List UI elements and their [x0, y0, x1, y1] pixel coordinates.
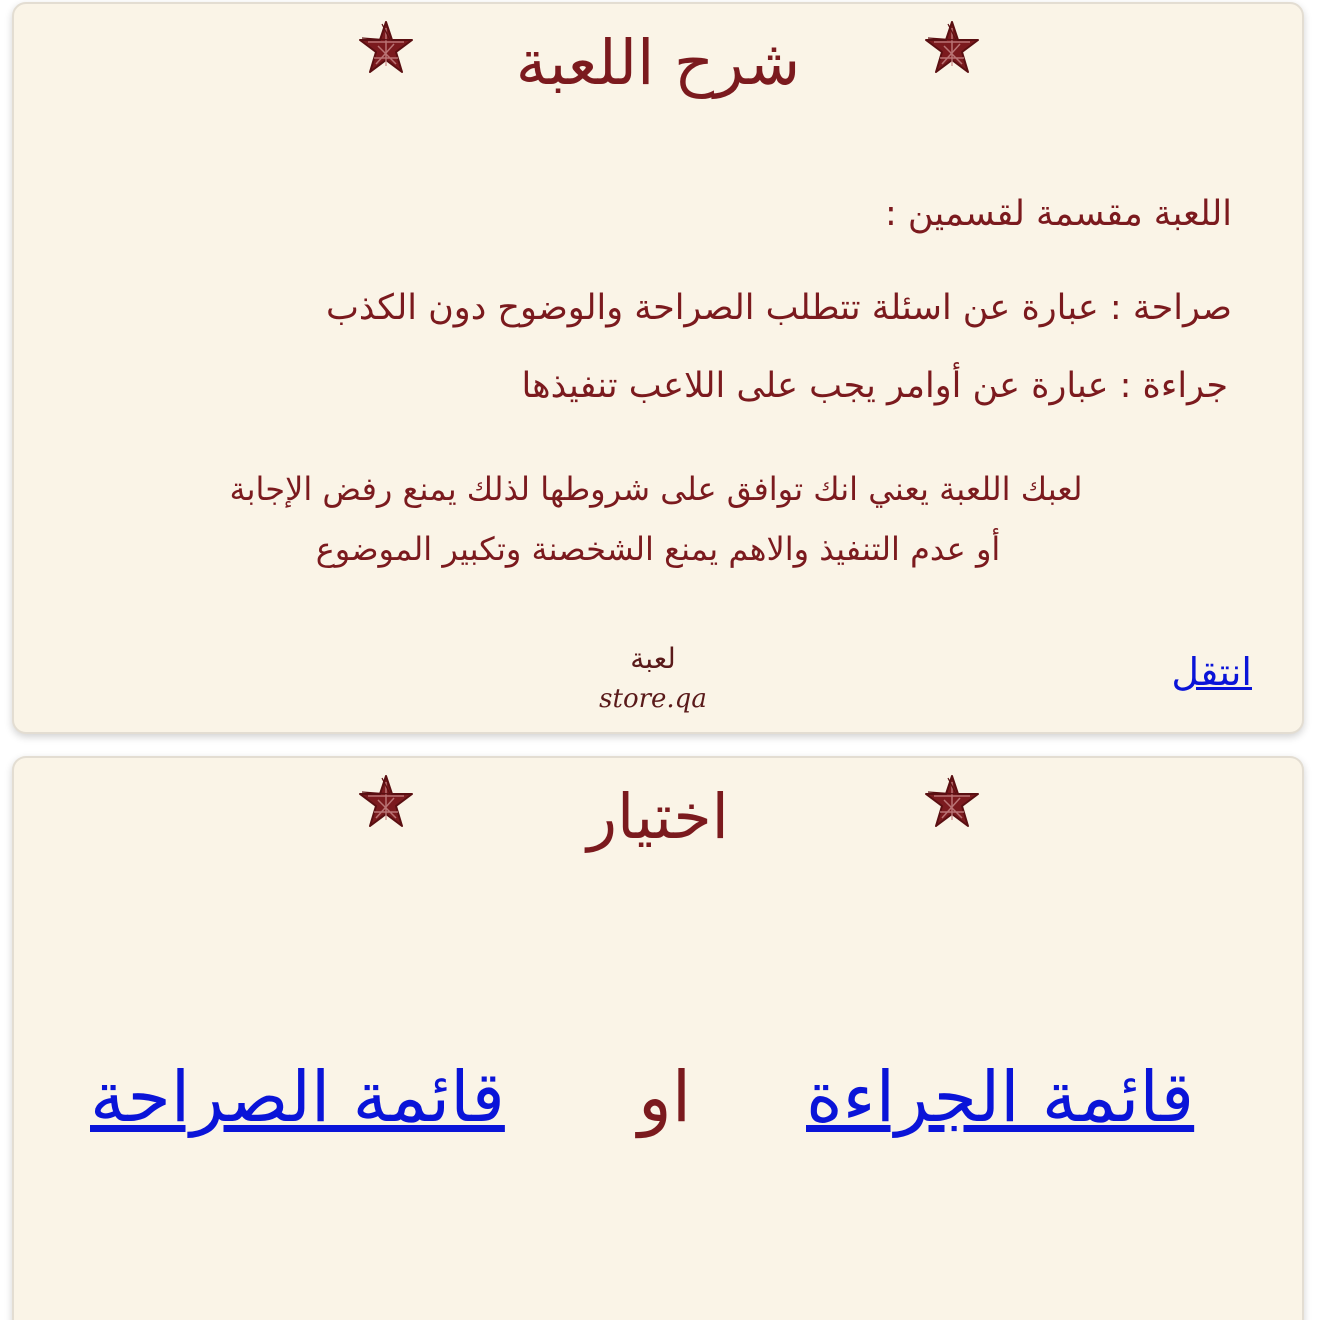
rules-line-1: لعبك اللعبة يعني انك توافق على شروطها لذلك يمنع رفض الإجابة [229, 470, 1083, 508]
choice-title: اختيار [587, 780, 729, 853]
or-label: او [638, 1056, 692, 1138]
rules-line-2: أو عدم التنفيذ والاهم يمنع الشخصنة وتكبير الموضوع [315, 530, 1001, 568]
explanation-card [12, 2, 1304, 734]
logo-latin-text: store.qa [599, 684, 707, 714]
intro-text: اللعبة مقسمة لقسمين : [884, 194, 1232, 234]
explanation-title: شرح اللعبة [515, 26, 801, 99]
choice-card [12, 756, 1304, 1320]
truth-list-link[interactable]: قائمة الصراحة [90, 1056, 505, 1138]
truth-description: صراحة : عبارة عن اسئلة تتطلب الصراحة والوضوح دون الكذب [325, 288, 1232, 328]
logo-arabic-text: لعبة [630, 642, 676, 675]
move-link[interactable]: انتقل [1171, 650, 1252, 694]
dare-list-link[interactable]: قائمة الجراءة [806, 1056, 1195, 1138]
dare-description: جراءة : عبارة عن أوامر يجب على اللاعب تنفيذها [521, 366, 1228, 406]
